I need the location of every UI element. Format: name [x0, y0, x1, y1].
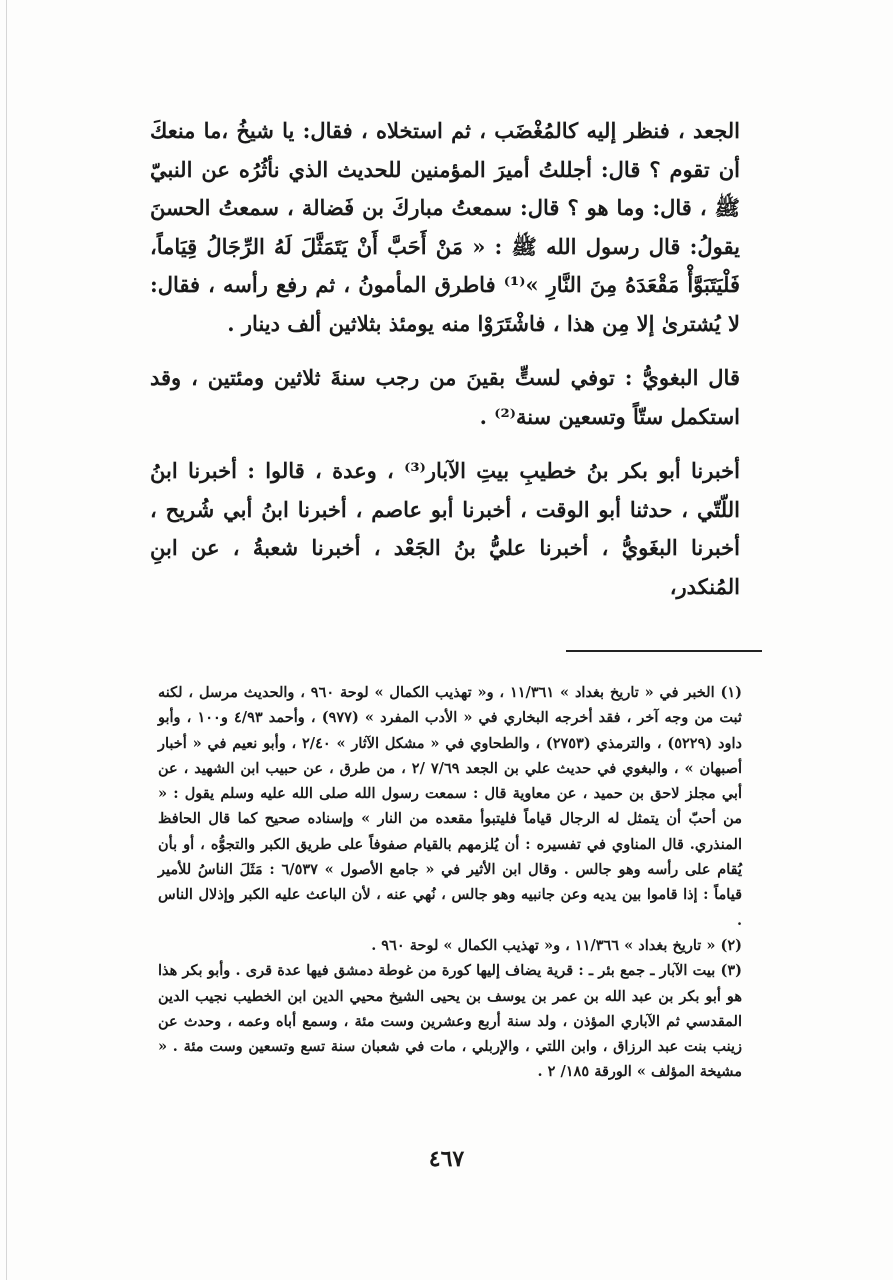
footnote-3: (٣) بيت الآبار ـ جمع بئر ـ : قرية يضاف إليها كورة من غوطة دمشق فيها عدة قرى . وأبو بكر هذا هو أبو بكر بن عبد الله بن عمر بن يوسف بن يحيى الشيخ محيي الدين ابن الخطيب نجيب الدين المقدسي ثم الآباري المؤذن ، ولد سنة أربع وعشرين وست مئة ، وسمع أباه وعمه ، وحدث عن زينب بنت عبد الرزاق ، وابن اللتي ، والإربلي ، مات في شعبان سنة تسع وتسعين وست مئة . « مشيخة المؤلف » الورقة ١٨٥/ ٢ .	[158, 962, 742, 1081]
paragraph-2: قال البغويُّ : توفي لستٍّ بقينَ من رجب سنةَ ثلاثين ومئتين ، وقد استكمل ستّاً وتسعين سنة⁽²⁾ .	[150, 365, 740, 429]
main-text-body	[150, 112, 740, 622]
page-edge-line	[6, 0, 7, 1280]
page-number: ٤٦٧	[428, 1146, 465, 1172]
footnote-2: (٢) « تاريخ بغداد » ١١/٣٦٦ ، و« تهذيب الكمال » لوحة ٩٦٠ .	[371, 936, 742, 954]
footnote-separator	[566, 650, 762, 652]
footnotes-section	[158, 680, 742, 1085]
paragraph-1: الجعد ، فنظر إليه كالمُغْضَب ، ثم استخلاه ، فقال: يا شيخُ ،ما منعكَ أن تقوم ؟ قال: أجللتُ أميرَ المؤمنين للحديث الذي نأثُرُه عن النبيّ ﷺ ، قال: وما هو ؟ قال: سمعتُ مباركَ بن فَضالة ، سمعتُ الحسنَ يقولُ: قال رسول الله ﷺ : « مَنْ أَحَبَّ أَنْ يَتَمَثَّلَ لَهُ الرِّجَالُ قِيَاماً، فَلْيَتَبَوَّأْ مَقْعَدَهُ مِنَ النَّارِ »⁽¹⁾ فاطرق المأمونُ ، ثم رفع رأسه ، فقال: لا يُشترىٰ إلا مِن هذا ، فاشْتَرَوْا منه يومئذ بثلاثين ألف دينار .	[150, 118, 741, 336]
paragraph-3: أخبرنا أبو بكر بنُ خطيبِ بيتِ الآبار⁽³⁾ ، وعدة ، قالوا : أخبرنا ابنُ اللّتّي ، حدثنا أبو الوقت ، أخبرنا أبو عاصم ، أخبرنا ابنُ أبي شُريح ، أخبرنا البغَويُّ ، أخبرنا عليُّ بنُ الجَعْد ، أخبرنا شعبةُ ، عن ابنِ المُنكدر،	[150, 458, 741, 599]
footnote-1: (١) الخبر في « تاريخ بغداد » ١١/٣٦١ ، و« تهذيب الكمال » لوحة ٩٦٠ ، والحديث مرسل ، لكنه ثبت من وجه آخر ، فقد أخرجه البخاري في « الأدب المفرد » (٩٧٧) ، وأحمد ٤/٩٣ و١٠٠ ، وأبو داود (٥٢٢٩) ، والترمذي (٢٧٥٣) ، والطحاوي في « مشكل الآثار » ٢/٤٠ ، وأبو نعيم في « أخبار أصبهان » ، والبغوي في حديث علي بن الجعد ٧/٦٩ /٢ ، من طرق ، عن حبيب ابن الشهيد ، عن أبي مجلز لاحق بن حميد ، عن معاوية قال : سمعت رسول الله صلى الله عليه وسلم يقول : « من أحبّ أن يتمثل له الرجال قياماً فليتبوأ مقعده من النار » وإسناده صحيح كما قال الحافظ المنذري. قال المناوي في تفسيره : أن يُلزمهم بالقيام صفوفاً على طريق الكبر والتجوُّه ، أو بأن يُقام على رأسه وهو جالس . وقال ابن الأثير في « جامع الأصول » ٦/٥٣٧ : مَثَلَ الناسُ للأمير قياماً : إذا قاموا بين يديه وعن جانبيه وهو جالس ، نُهي عنه ، لأن الباعث عليه الكبر وإذلال الناس .	[158, 684, 742, 929]
